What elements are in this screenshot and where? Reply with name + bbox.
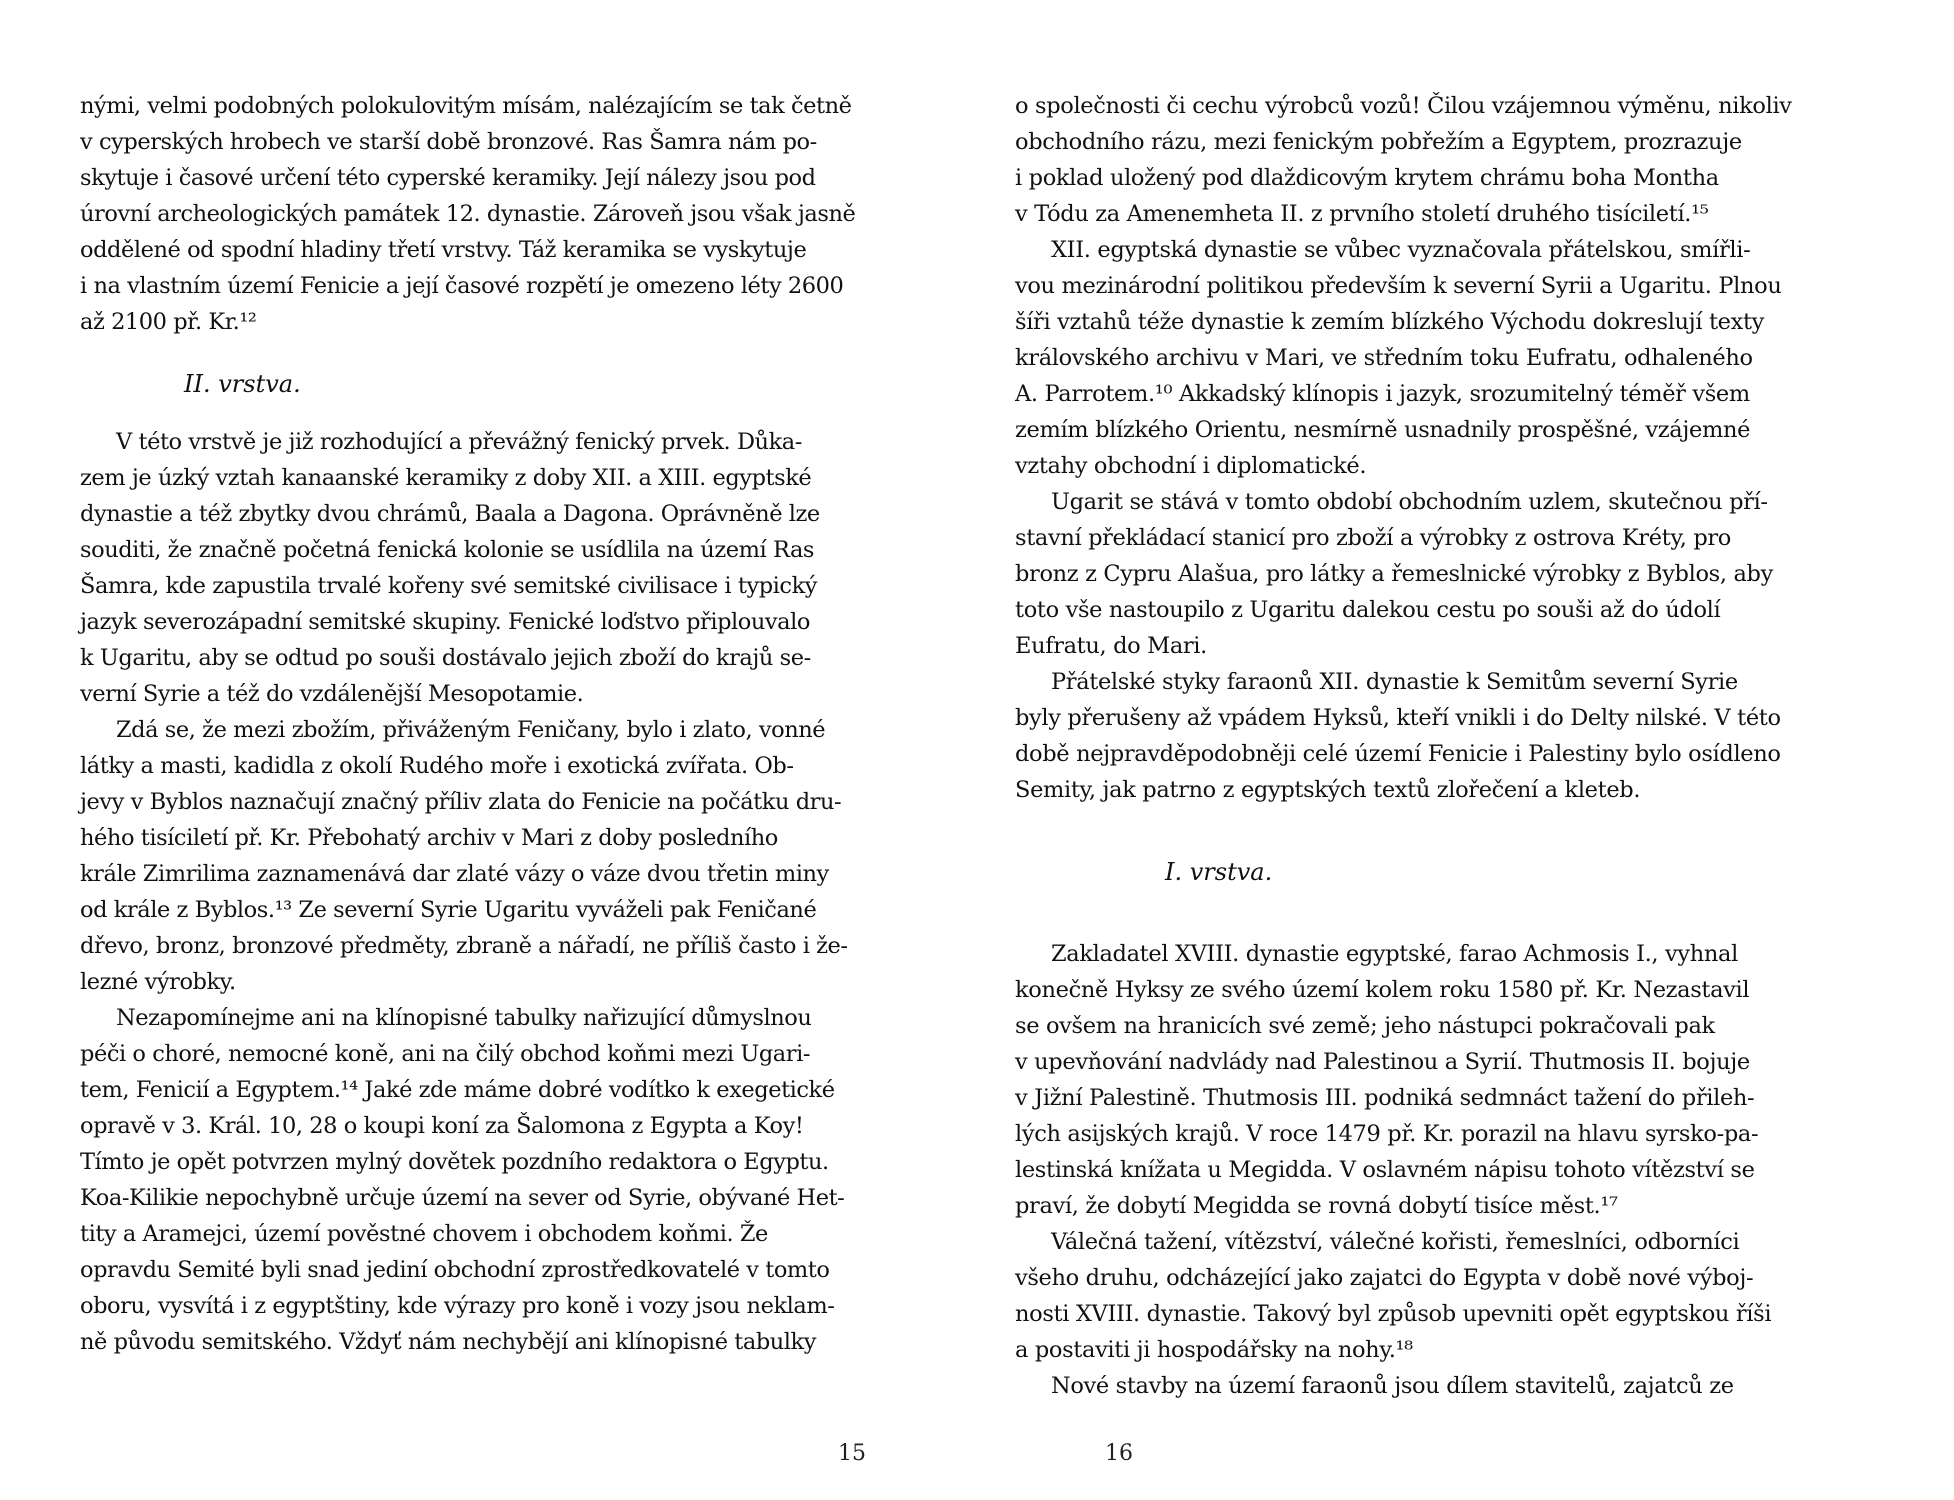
text-line: i na vlastním území Fenicie a její časové rozpětí je omezeno léty 2600 <box>80 273 844 299</box>
text-line: byly přerušeny až vpádem Hyksů, kteří vnikli i do Delty nilské. V této <box>1015 705 1781 731</box>
text-line: Zakladatel XVIII. dynastie egyptské, farao Achmosis I., vyhnal <box>1051 941 1738 967</box>
text-line: dynastie a též zbytky dvou chrámů, Baala a Dagona. Oprávněně lze <box>80 501 820 527</box>
text-line: opravě v 3. Král. 10, 28 o koupi koní za Šalomona z Egypta a Koy! <box>80 1113 804 1139</box>
text-line: Válečná tažení, vítězství, válečné kořisti, řemeslníci, odborníci <box>1051 1229 1740 1255</box>
text-line: tem, Fenicií a Egyptem.¹⁴ Jaké zde máme dobré vodítko k exegetické <box>80 1077 835 1103</box>
text-line: opravdu Semité byli snad jediní obchodní zprostředkovatelé v tomto <box>80 1257 830 1283</box>
paragraph <box>1015 232 1915 484</box>
text-line: šíři vztahů téže dynastie k zemím blízkého Východu dokreslují texty <box>1015 309 1765 335</box>
text-line: nými, velmi podobných polokulovitým mísám, nalézajícím se tak četně <box>80 93 852 119</box>
text-line: v Tódu za Amenemheta II. z prvního století druhého tisíciletí.¹⁵ <box>1015 201 1709 227</box>
text-line: Přátelské styky faraonů XII. dynastie k Semitům severní Syrie <box>1051 669 1738 695</box>
text-line: oddělené od spodní hladiny třetí vrstvy. Táž keramika se vyskytuje <box>80 237 807 263</box>
text-line: Tímto je opět potvrzen mylný dovětek pozdního redaktora o Egyptu. <box>80 1149 829 1175</box>
paragraph <box>1015 88 1915 232</box>
text-line: bronz z Cypru Alašua, pro látky a řemeslnické výrobky z Byblos, aby <box>1015 561 1773 587</box>
text-line: tity a Aramejci, území pověstné chovem i obchodem koňmi. Že <box>80 1221 768 1247</box>
text-line: k Ugaritu, aby se odtud po souši dostávalo jejich zboží do krajů se- <box>80 645 811 671</box>
text-line: úrovní archeologických památek 12. dynastie. Zároveň jsou však jasně <box>80 201 856 227</box>
paragraph <box>1015 936 1915 1224</box>
text-line: péči o choré, nemocné koně, ani na čilý obchod koňmi mezi Ugari- <box>80 1041 810 1067</box>
paragraph <box>80 1000 960 1360</box>
text-line: až 2100 př. Kr.¹² <box>80 309 257 335</box>
text-line: i poklad uložený pod dlaždicovým krytem chrámu boha Montha <box>1015 165 1719 191</box>
section-heading-i: I. vrstva. <box>1165 858 1273 886</box>
text-line: a postaviti ji hospodářsky na nohy.¹⁸ <box>1015 1337 1413 1363</box>
paragraph <box>1015 1224 1915 1368</box>
text-line: lestinská knížata u Megidda. V oslavném nápisu tohoto vítězství se <box>1015 1157 1755 1183</box>
text-line: v cyperských hrobech ve starší době bronzové. Ras Šamra nám po- <box>80 129 817 155</box>
text-line: toto vše nastoupilo z Ugaritu dalekou cestu po souši až do údolí <box>1015 597 1721 623</box>
paragraph <box>1015 484 1915 664</box>
text-line: Semity, jak patrno z egyptských textů zlořečení a kleteb. <box>1015 777 1641 803</box>
left-intro-block <box>80 88 960 340</box>
text-line: Nové stavby na území faraonů jsou dílem stavitelů, zajatců ze <box>1051 1373 1734 1399</box>
text-line: Šamra, kde zapustila trvalé kořeny své semitské civilisace i typický <box>80 573 818 599</box>
text-line: verní Syrie a též do vzdálenější Mesopotamie. <box>80 681 584 707</box>
text-line: A. Parrotem.¹⁰ Akkadský klínopis i jazyk, srozumitelný téměř všem <box>1015 381 1750 407</box>
text-line: krále Zimrilima zaznamenává dar zlaté vázy o váze dvou třetin miny <box>80 861 829 887</box>
text-line: Eufratu, do Mari. <box>1015 633 1207 659</box>
text-line: lezné výrobky. <box>80 969 236 995</box>
right-page <box>1015 88 1915 1404</box>
text-line: konečně Hyksy ze svého území kolem roku 1580 př. Kr. Nezastavil <box>1015 977 1750 1003</box>
text-line: oboru, vysvítá i z egyptštiny, kde výrazy pro koně i vozy jsou neklam- <box>80 1293 835 1319</box>
text-line: látky a masti, kadidla z okolí Rudého moře i exotická zvířata. Ob- <box>80 753 794 779</box>
paragraph <box>80 424 960 712</box>
text-line: praví, že dobytí Megidda se rovná dobytí tisíce měst.¹⁷ <box>1015 1193 1618 1219</box>
text-line: souditi, že značně početná fenická kolonie se usídlila na území Ras <box>80 537 815 563</box>
text-line: dřevo, bronz, bronzové předměty, zbraně a nářadí, ne příliš často i že- <box>80 933 848 959</box>
text-line: se ovšem na hranicích své země; jeho nástupci pokračovali pak <box>1015 1013 1715 1039</box>
text-line: nosti XVIII. dynastie. Takový byl způsob upevniti opět egyptskou říši <box>1015 1301 1772 1327</box>
text-line: všeho druhu, odcházející jako zajatci do Egypta v době nové výboj- <box>1015 1265 1754 1291</box>
text-line: v Jižní Palestině. Thutmosis III. podniká sedmnáct tažení do přileh- <box>1015 1085 1755 1111</box>
text-line: Zdá se, že mezi zbožím, přiváženým Feničany, bylo i zlato, vonné <box>116 717 826 743</box>
text-line: královského archivu v Mari, ve středním toku Eufratu, odhaleného <box>1015 345 1753 371</box>
text-line: zemím blízkého Orientu, nesmírně usnadnily prospěšné, vzájemné <box>1015 417 1751 443</box>
text-line: obchodního rázu, mezi fenickým pobřežím a Egyptem, prozrazuje <box>1015 129 1742 155</box>
left-page <box>80 88 960 1360</box>
section-heading-ii: II. vrstva. <box>184 370 301 398</box>
text-line: skytuje i časové určení této cyperské keramiky. Její nálezy jsou pod <box>80 165 816 191</box>
text-line: XII. egyptská dynastie se vůbec vyznačovala přátelskou, smířli- <box>1051 237 1751 263</box>
paragraph <box>1015 1368 1915 1404</box>
text-line: Nezapomínejme ani na klínopisné tabulky nařizující důmyslnou <box>116 1005 812 1031</box>
text-line: od krále z Byblos.¹³ Ze severní Syrie Ugaritu vyváželi pak Feničané <box>80 897 817 923</box>
text-line: Koa-Kilikie nepochybně určuje území na sever od Syrie, obývané Het- <box>80 1185 845 1211</box>
text-line: V této vrstvě je již rozhodující a převážný fenický prvek. Důka- <box>116 429 802 455</box>
text-line: stavní překládací stanicí pro zboží a výrobky z ostrova Kréty, pro <box>1015 525 1732 551</box>
text-line: jazyk severozápadní semitské skupiny. Fenické loďstvo připlouvalo <box>80 609 810 635</box>
text-line: vou mezinárodní politikou především k severní Syrii a Ugaritu. Plnou <box>1015 273 1782 299</box>
paragraph <box>80 712 960 1000</box>
text-line: hého tisíciletí př. Kr. Přebohatý archiv v Mari z doby posledního <box>80 825 778 851</box>
text-line: jevy v Byblos naznačují značný příliv zlata do Fenicie na počátku dru- <box>80 789 842 815</box>
text-line: lých asijských krajů. V roce 1479 př. Kr. porazil na hlavu syrsko-pa- <box>1015 1121 1759 1147</box>
text-line: době nejpravděpodobněji celé území Fenicie i Palestiny bylo osídleno <box>1015 741 1781 767</box>
page-number-right: 16 <box>1105 1441 1133 1466</box>
text-line: ně původu semitského. Vždyť nám nechybějí ani klínopisné tabulky <box>80 1329 817 1355</box>
text-line: vztahy obchodní i diplomatické. <box>1015 453 1367 479</box>
text-line: Ugarit se stává v tomto období obchodním uzlem, skutečnou pří- <box>1051 489 1768 515</box>
page-number-left: 15 <box>838 1441 866 1466</box>
paragraph <box>1015 664 1915 808</box>
text-line: o společnosti či cechu výrobců vozů! Čilou vzájemnou výměnu, nikoliv <box>1015 93 1792 119</box>
text-line: v upevňování nadvlády nad Palestinou a Syrií. Thutmosis II. bojuje <box>1015 1049 1750 1075</box>
text-line: zem je úzký vztah kanaanské keramiky z doby XII. a XIII. egyptské <box>80 465 812 491</box>
